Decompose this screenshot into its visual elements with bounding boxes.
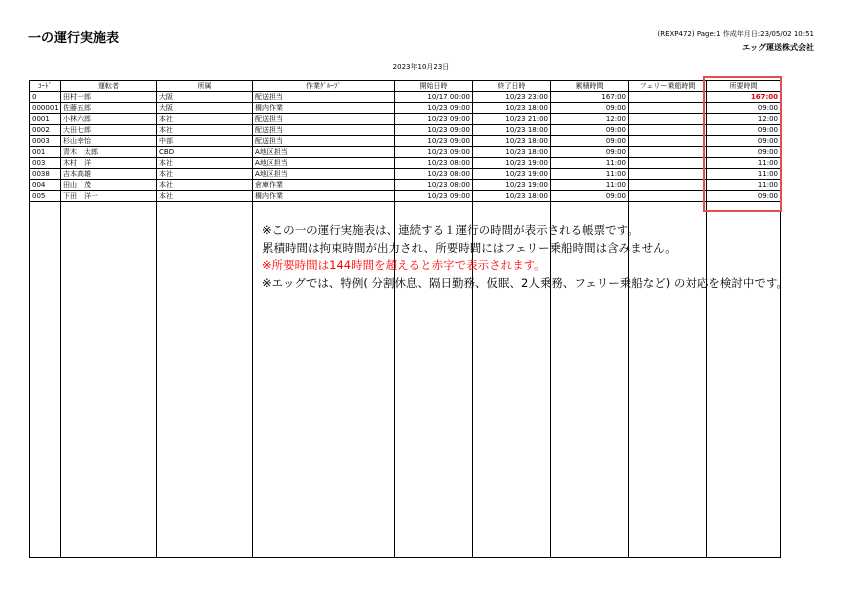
cell-required: 167:00 [707,92,781,103]
cell-start: 10/23 09:00 [395,114,473,125]
table-row [30,158,781,169]
cell-start: 10/23 09:00 [395,125,473,136]
cell-group: A地区担当 [253,158,395,169]
cell-code: 0003 [30,136,61,147]
cell-code: 0002 [30,125,61,136]
header-start: 開始日時 [395,81,473,92]
cell-cumulative: 09:00 [551,147,629,158]
cell-start: 10/23 08:00 [395,158,473,169]
cell-cumulative: 09:00 [551,191,629,202]
cell-group: A地区担当 [253,169,395,180]
cell-driver: 木村 洋 [61,158,157,169]
table-row [30,147,781,158]
table-row [30,136,781,147]
empty-cell [30,202,61,558]
header-ferry: フェリー乗船時間 [629,81,707,92]
cell-ferry [629,169,707,180]
cell-ferry [629,114,707,125]
cell-end: 10/23 18:00 [473,191,551,202]
cell-driver: 下田 洋一 [61,191,157,202]
cell-start: 10/23 09:00 [395,136,473,147]
header-group: 作業ｸﾞﾙｰﾌﾟ [253,81,395,92]
operation-table [29,80,781,558]
cell-required: 09:00 [707,191,781,202]
report-meta [657,29,814,53]
table-row [30,169,781,180]
cell-required: 09:00 [707,125,781,136]
cell-ferry [629,191,707,202]
cell-end: 10/23 19:00 [473,169,551,180]
cell-driver: 田山 茂 [61,180,157,191]
company-name: エッグ運送株式会社 [742,43,814,52]
cell-ferry [629,180,707,191]
report-title: 一の運行実施表 [28,31,120,46]
header-cumulative: 累積時間 [551,81,629,92]
cell-start: 10/23 08:00 [395,180,473,191]
cell-code: 003 [30,158,61,169]
cell-end: 10/23 18:00 [473,147,551,158]
cell-group: 配送担当 [253,125,395,136]
cell-group: 倉庫作業 [253,180,395,191]
cell-code: 0 [30,92,61,103]
cell-ferry [629,103,707,114]
cell-cumulative: 11:00 [551,158,629,169]
cell-cumulative: 11:00 [551,169,629,180]
table-row [30,125,781,136]
cell-dept: 大阪 [157,103,253,114]
cell-code: 0038 [30,169,61,180]
cell-cumulative: 09:00 [551,136,629,147]
note-line: ※この一の運行実施表は、連続する１運行の時間が表示される帳票です。 [262,223,639,237]
table-row [30,191,781,202]
cell-group: 構内作業 [253,103,395,114]
cell-dept: 本社 [157,114,253,125]
report-date: 2023年10月23日 [392,63,450,71]
cell-dept: 本社 [157,191,253,202]
cell-group: 配送担当 [253,92,395,103]
cell-required: 09:00 [707,147,781,158]
cell-end: 10/23 18:00 [473,103,551,114]
cell-end: 10/23 19:00 [473,158,551,169]
cell-dept: 大阪 [157,92,253,103]
cell-code: 0001 [30,114,61,125]
header-driver: 運転者 [61,81,157,92]
cell-start: 10/23 08:00 [395,169,473,180]
cell-ferry [629,92,707,103]
table-row [30,92,781,103]
cell-required: 09:00 [707,103,781,114]
cell-code: 004 [30,180,61,191]
cell-ferry [629,147,707,158]
cell-group: 配送担当 [253,136,395,147]
cell-required: 11:00 [707,180,781,191]
cell-required: 11:00 [707,169,781,180]
empty-cell [61,202,157,558]
notes-block [262,222,788,292]
cell-start: 10/23 09:00 [395,147,473,158]
cell-code: 005 [30,191,61,202]
cell-cumulative: 11:00 [551,180,629,191]
cell-end: 10/23 23:00 [473,92,551,103]
cell-start: 10/23 09:00 [395,191,473,202]
cell-ferry [629,136,707,147]
cell-ferry [629,125,707,136]
cell-required: 11:00 [707,158,781,169]
header-end: 終了日時 [473,81,551,92]
cell-driver: 佐藤五郎 [61,103,157,114]
header-code: ｺｰﾄﾞ [30,81,61,92]
cell-group: 配送担当 [253,114,395,125]
cell-ferry [629,158,707,169]
cell-group: 構内作業 [253,191,395,202]
empty-cell [157,202,253,558]
note-line: ※エッグでは、特例( 分割休息、隔日勤務、仮眠、2人乗務、フェリー乗船など) の対応を検討中です。 [262,275,789,290]
cell-end: 10/23 18:00 [473,125,551,136]
table-row [30,103,781,114]
cell-driver: 大田七郎 [61,125,157,136]
cell-driver: 小林六郎 [61,114,157,125]
cell-cumulative: 09:00 [551,103,629,114]
cell-required: 12:00 [707,114,781,125]
cell-end: 10/23 21:00 [473,114,551,125]
note-line: 累積時間は拘束時間が出力され、所要時間にはフェリー乗船時間は含みません。 [262,240,677,255]
header-dept: 所属 [157,81,253,92]
cell-start: 10/23 09:00 [395,103,473,114]
cell-end: 10/23 18:00 [473,136,551,147]
header-required: 所要時間 [707,81,781,92]
cell-code: 001 [30,147,61,158]
cell-start: 10/17 00:00 [395,92,473,103]
table-body [30,92,781,558]
cell-cumulative: 12:00 [551,114,629,125]
cell-cumulative: 167:00 [551,92,629,103]
table-row [30,180,781,191]
cell-driver: 青木 太郎 [61,147,157,158]
cell-driver: 杉山幸怡 [61,136,157,147]
cell-dept: 本社 [157,169,253,180]
cell-code: 000001 [30,103,61,114]
cell-driver: 田村一郎 [61,92,157,103]
table-header-row [30,81,781,92]
cell-cumulative: 09:00 [551,125,629,136]
cell-end: 10/23 19:00 [473,180,551,191]
cell-dept: 本社 [157,158,253,169]
cell-driver: 吉本高雄 [61,169,157,180]
cell-dept: CBD [157,147,253,158]
cell-dept: 中部 [157,136,253,147]
report-meta-line: (REXP472) Page:1 作成年月日:23/05/02 10:51 [657,30,814,38]
cell-required: 09:00 [707,136,781,147]
note-line-red: ※所要時間は144時間を超えると赤字で表示されます。 [262,258,546,272]
table-row [30,114,781,125]
cell-dept: 本社 [157,180,253,191]
cell-dept: 本社 [157,125,253,136]
cell-group: A地区担当 [253,147,395,158]
